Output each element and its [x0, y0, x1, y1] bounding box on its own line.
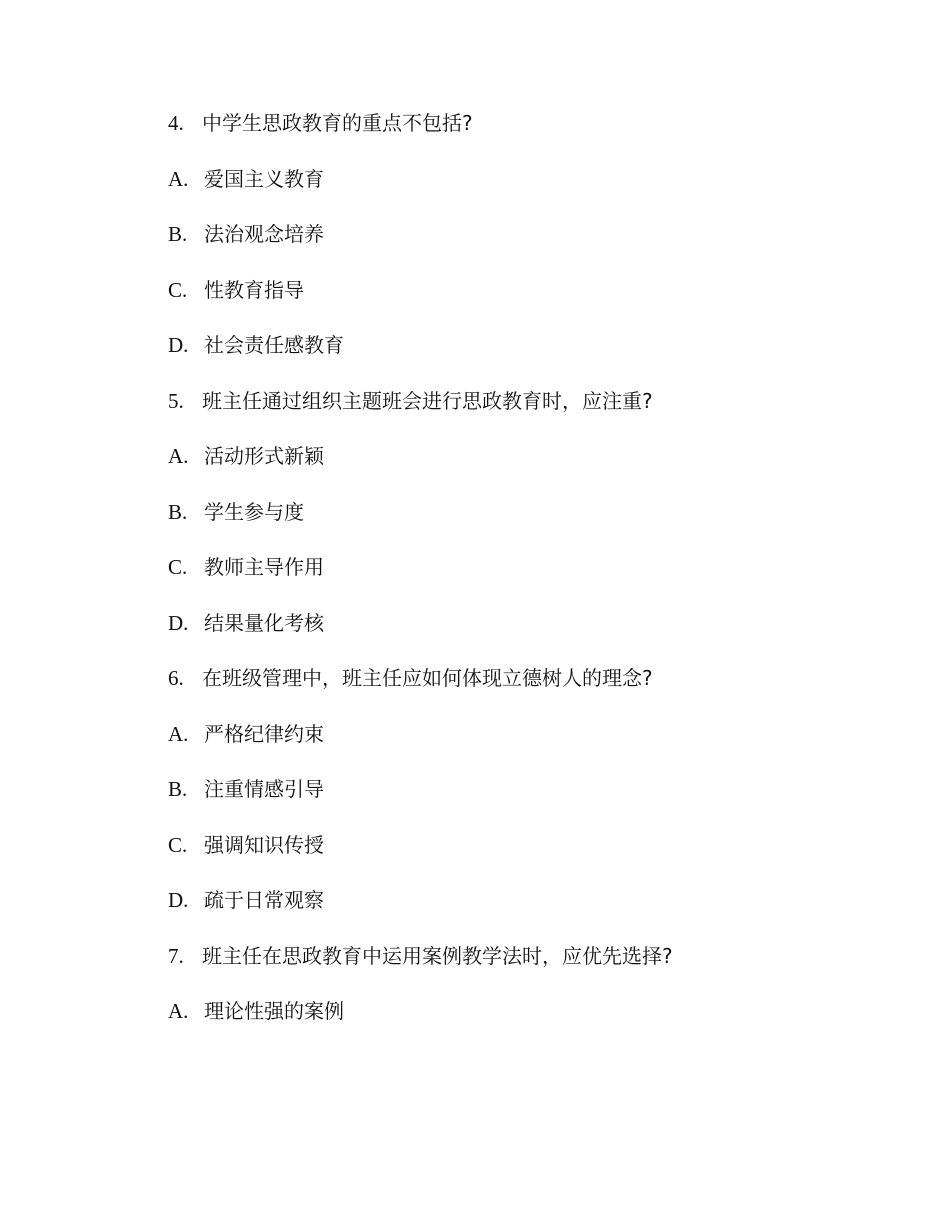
option-letter: D. [168, 610, 189, 635]
option-4d [168, 330, 888, 386]
option-text: 注重情感引导 [204, 777, 324, 801]
option-text: 教师主导作用 [204, 555, 324, 579]
option-6a [168, 719, 888, 775]
question-7 [168, 941, 888, 997]
option-text: 理论性强的案例 [204, 999, 344, 1023]
question-5 [168, 386, 888, 442]
option-text: 法治观念培养 [204, 222, 324, 246]
question-text: 中学生思政教育的重点不包括? [202, 111, 473, 135]
option-text: 结果量化考核 [204, 610, 324, 635]
option-text: 性教育指导 [204, 277, 304, 302]
option-6d [168, 885, 888, 941]
option-letter: B. [168, 499, 188, 524]
option-letter: C. [168, 555, 188, 579]
option-5a [168, 441, 888, 497]
option-4b [168, 219, 888, 275]
option-5b [168, 497, 888, 553]
question-text: 班主任通过组织主题班会进行思政教育时，应注重? [202, 388, 653, 413]
question-number: 6. [168, 666, 184, 690]
question-number: 4. [168, 111, 184, 135]
option-text: 社会责任感教育 [204, 333, 344, 357]
option-letter: B. [168, 222, 188, 246]
question-text: 班主任在思政教育中运用案例教学法时，应优先选择? [202, 943, 673, 968]
option-letter: C. [168, 277, 188, 302]
option-6b [168, 774, 888, 830]
question-4 [168, 108, 888, 164]
option-7a [168, 996, 888, 1052]
option-letter: B. [168, 777, 188, 801]
option-letter: A. [168, 444, 189, 468]
option-letter: A. [168, 166, 189, 191]
option-4c [168, 275, 888, 331]
option-text: 严格纪律约束 [204, 721, 324, 746]
option-letter: C. [168, 832, 188, 857]
option-text: 疏于日常观察 [204, 888, 324, 912]
option-letter: D. [168, 888, 189, 912]
option-text: 强调知识传授 [204, 832, 324, 857]
question-number: 5. [168, 388, 184, 413]
option-5c [168, 552, 888, 608]
question-number: 7. [168, 943, 184, 968]
option-text: 学生参与度 [204, 499, 304, 524]
option-letter: A. [168, 999, 189, 1023]
question-list [168, 108, 888, 1052]
option-4a [168, 164, 888, 220]
option-text: 爱国主义教育 [204, 166, 324, 191]
option-letter: A. [168, 721, 189, 746]
option-6c [168, 830, 888, 886]
option-letter: D. [168, 333, 189, 357]
option-text: 活动形式新颖 [204, 444, 324, 468]
question-6 [168, 663, 888, 719]
option-5d [168, 608, 888, 664]
question-text: 在班级管理中，班主任应如何体现立德树人的理念? [202, 666, 653, 690]
